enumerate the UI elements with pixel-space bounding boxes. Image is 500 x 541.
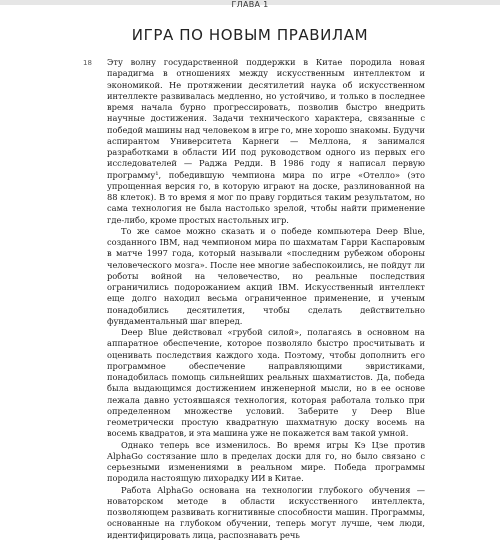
paragraph: То же самое можно сказать и о победе компьютера Deep Blue, созданного IBM, над чемпионом мира по шахматам Гарри Каспаровым в матче 1997 года, который называли «последним рубежом обороны человеческого мозга». После нее многие забеспокоились, не пойдут ли роботы войной на человечество, но реальные последствия ограничились подорожанием акций IBM. Искусственный интеллект еще долго находил весьма ограниченное применение, и ученым понадобились десятилетия, чтобы сделать действительно фундаментальный шаг вперед. [107, 225, 425, 326]
paragraph: Эту волну государственной поддержки в Китае породила новая парадигма в отношениях между искусственным интеллектом и экономикой. Не протяжении десятилетий наука об искусственном интеллекте развивалась медленно, но устойчиво, и только в последнее время начала бурно прогрессировать, позволив быстро внедрить научные достижения. Задачи технического характера, связанные с победой машины над человеком в игре го, мне хорошо знакомы. Будучи аспирантом Университета Карнеги — Меллона, я занимался разработками в области ИИ под руководством одного из первых его исследователей — Раджа Редди. В 1986 году я написал первую программу¹, победившую чемпиона мира по игре «Отелло» (это упрощенная версия го, в которую играют на доске, разлинованной на 88 клеток). В то время я мог по праву гордиться таким результатом, но сама технология не была настолько зрелой, чтобы найти применение где-либо, кроме простых настольных игр. [107, 57, 425, 225]
paragraph: Deep Blue действовал «грубой силой», полагаясь в основном на аппаратное обеспечение, которое позволяло быстро просчитывать и оценивать последствия каждого хода. Поэтому, чтобы дополнить его программное обеспечение направляющими эвристиками, понадобилась помощь сильнейших реальных шахматистов. Да, победа была выдающимся достижением инженерной мысли, но в ее основе лежала давно устоявшаяся технология, которая работала только при определенном множестве условий. Заберите у Deep Blue геометрически простую квадратную шахматную доску восемь на восемь квадратов, и эта машина уже не покажется вам такой умной. [107, 327, 425, 439]
page-number: 18 [83, 59, 92, 67]
body-text [107, 57, 425, 541]
paragraph: Работа AlphaGo основана на технологии глубокого обучения — новаторском методе в области искусственного интеллекта, позволяющем развивать когнитивные способности машин. Программы, основанные на глубоком обучении, теперь могут лучше, чем люди, идентифицировать лица, распознавать речь [107, 484, 425, 540]
chapter-title: ИГРА ПО НОВЫМ ПРАВИЛАМ [131, 26, 369, 44]
paragraph: Однако теперь все изменилось. Во время игры Кэ Цзе против AlphaGo состязание шло в пределах доски для го, но было связано с серьезными изменениями в реальном мире. Победа программы породила настоящую лихорадку ИИ в Китае. [107, 439, 425, 484]
chapter-label: ГЛАВА 1 [231, 0, 269, 9]
